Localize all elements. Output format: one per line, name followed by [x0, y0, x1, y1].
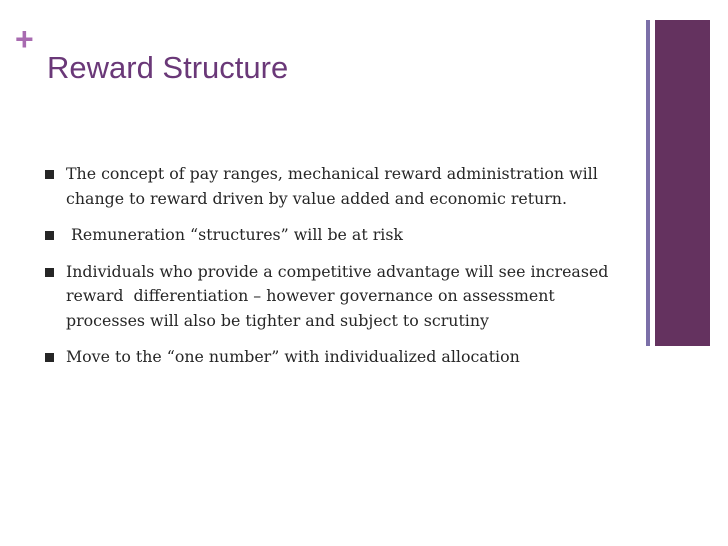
bullet-item [45, 223, 635, 248]
square-bullet-icon [45, 268, 54, 277]
bullet-text: Move to the “one number” with individualized allocation [66, 347, 520, 366]
decorative-side-bar-thin [646, 20, 650, 346]
bullet-text: The concept of pay ranges, mechanical reward administration will change to reward driven by value added and economic return. [66, 164, 598, 208]
slide-title: Reward Structure [47, 50, 289, 85]
bullet-text: Remuneration “structures” will be at risk [66, 225, 403, 244]
square-bullet-icon [45, 231, 54, 240]
bullet-item [45, 345, 635, 370]
bullet-text: Individuals who provide a competitive advantage will see increased reward differentiation – however governance on assessment processes will also be tighter and subject to scrutiny [66, 261, 614, 330]
bullet-item [45, 162, 635, 211]
bullet-item [45, 260, 635, 334]
plus-icon: + [15, 21, 34, 57]
bullet-list [45, 162, 635, 382]
decorative-side-bar-wide [655, 20, 710, 346]
square-bullet-icon [45, 170, 54, 179]
square-bullet-icon [45, 353, 54, 362]
